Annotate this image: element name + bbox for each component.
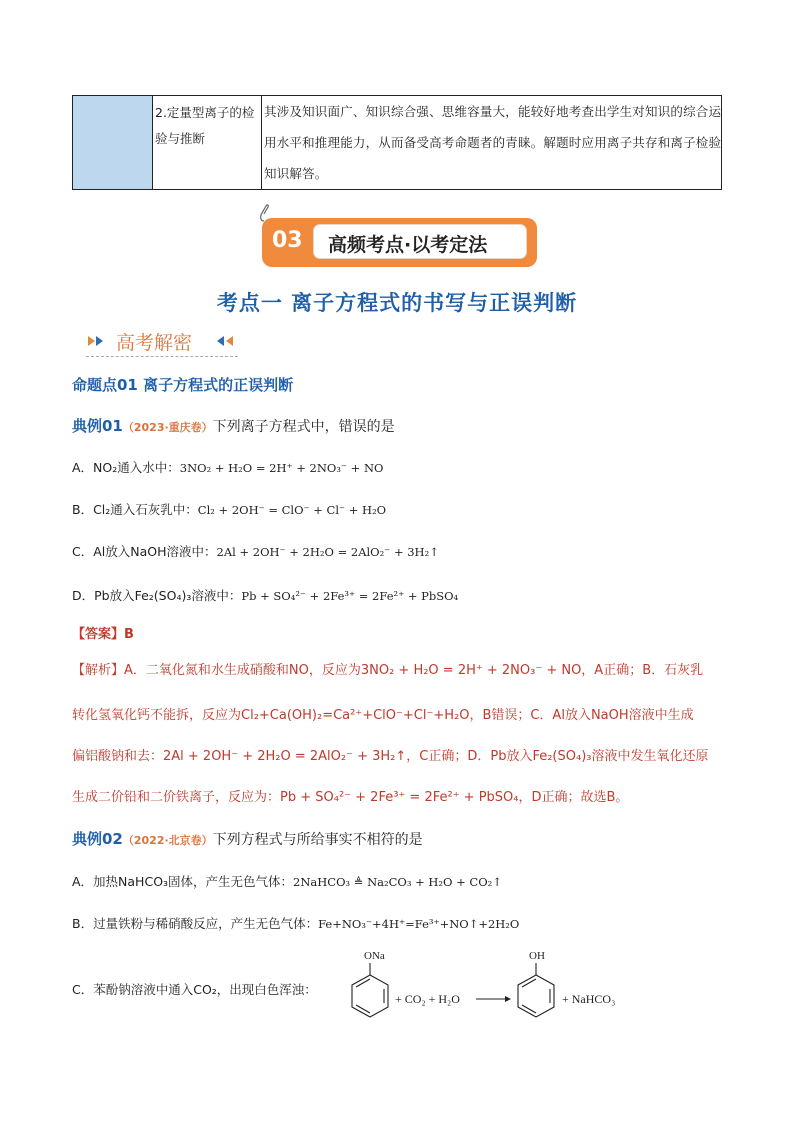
- table-cell-description: 其涉及知识面广、知识综合强、思维容量大，能较好地考查出学生对知识的综合运用水平和推理能力，从而备受高考命题者的青睐。解题时应用离子共存和离子检验知识解答。: [264, 104, 722, 181]
- option-c-text: C．Al放入NaOH溶液中：: [72, 544, 217, 559]
- banner-label-box: [314, 225, 526, 258]
- analysis-line-1: 【解析】A．二氧化氮和水生成硝酸和NO，反应为3NO₂ + H₂O = 2H⁺ + 2NO₃⁻ + NO，A正确；B．石灰乳: [72, 663, 704, 678]
- example1-title: [72, 415, 395, 436]
- option-a-text: A．加热NaHCO₃固体，产生无色气体：: [72, 874, 294, 889]
- example2-source: （2022·北京卷）: [122, 834, 213, 847]
- section-banner: [262, 218, 537, 267]
- table: [72, 95, 722, 190]
- option-d-equation: Pb + SO₄²⁻ + 2Fe³⁺ = 2Fe²⁺ + PbSO₄: [241, 589, 459, 603]
- option-d-text: D．Pb放入Fe₂(SO₄)₃溶液中：: [72, 588, 242, 603]
- option-a-equation: 2NaHCO₃ ≜ Na₂CO₃ + H₂O + CO₂↑: [293, 875, 502, 889]
- subsection-header: [86, 328, 238, 357]
- benzene-ring-product: [518, 963, 554, 1017]
- example2-option-a: [72, 872, 502, 890]
- option-b-text: B．Cl₂通入石灰乳中：: [72, 502, 198, 517]
- example1-option-b: [72, 500, 386, 518]
- example1-tag: 典例01: [72, 417, 123, 435]
- analysis-line-2: 转化氢氧化钙不能拆，反应为Cl₂+Ca(OH)₂=Ca²⁺+ClO⁻+Cl⁻+H₂O，B错误；C．Al放入NaOH溶液中生成: [72, 708, 694, 723]
- benzene-ring-reactant: [352, 963, 388, 1017]
- analysis-line-4: 生成二价铅和二价铁离子，反应为：Pb + SO₄²⁻ + 2Fe³⁺ = 2Fe²⁺ + PbSO₄，D正确；故选B。: [72, 790, 629, 805]
- product-substituent: OH: [529, 950, 545, 962]
- double-arrow-left-icon: [214, 334, 236, 348]
- option-c-equation: 2Al + 2OH⁻ + 2H₂O = 2AlO₂⁻ + 3H₂↑: [216, 545, 439, 559]
- example1-source: （2023·重庆卷）: [122, 421, 213, 434]
- example2-question: 下列方程式与所给事实不相符的是: [212, 832, 423, 848]
- option-b-text: B．过量铁粉与稀硝酸反应，产生无色气体：: [72, 916, 319, 931]
- option-a-equation: 3NO₂ + H₂O = 2H⁺ + 2NO₃⁻ + NO: [179, 461, 384, 475]
- double-arrow-right-icon: [86, 334, 108, 348]
- banner-label: 高频考点·以考定法: [328, 234, 488, 256]
- example1-answer: 【答案】B: [72, 627, 134, 642]
- option-b-equation: Fe+NO₃⁻+4H⁺=Fe³⁺+NO↑+2H₂O: [318, 917, 520, 931]
- option-b-equation: Cl₂ + 2OH⁻ = ClO⁻ + Cl⁻ + H₂O: [197, 503, 387, 517]
- analysis-line-3: 偏铝酸钠和去：2Al + 2OH⁻ + 2H₂O = 2AlO₂⁻ + 3H₂↑，C正确；D．Pb放入Fe₂(SO₄)₃溶液中发生氧化还原: [72, 749, 709, 764]
- topic-title: 命题点01 离子方程式的正误判断: [72, 376, 294, 394]
- example1-option-a: [72, 458, 383, 476]
- example2-title: [72, 828, 423, 849]
- example1-option-d: [72, 586, 458, 604]
- example2-tag: 典例02: [72, 830, 123, 848]
- example1-question: 下列离子方程式中，错误的是: [212, 419, 395, 435]
- option-a-text: A．NO₂通入水中：: [72, 460, 180, 475]
- reaction-middle-terms: + CO₂ + H₂O: [395, 992, 460, 1006]
- table-cell-topic: 2.定量型离子的检验与推断: [153, 96, 262, 189]
- example2-option-c-text: C．苯酚钠溶液中通入CO₂，出现白色浑浊：: [72, 982, 317, 997]
- example2-option-b: [72, 914, 519, 932]
- example1-option-c: [72, 542, 439, 560]
- subsection-title: 高考解密: [116, 332, 193, 354]
- reaction-end-terms: + NaHCO₃: [562, 992, 616, 1006]
- table-cell-blank: [73, 96, 153, 189]
- reaction-arrow-icon: [476, 996, 511, 1002]
- phenol-reaction-diagram: [340, 945, 640, 1027]
- section-title: 考点一 离子方程式的书写与正误判断: [216, 291, 578, 315]
- banner-number: 03: [272, 228, 303, 253]
- reactant-substituent: ONa: [364, 950, 385, 962]
